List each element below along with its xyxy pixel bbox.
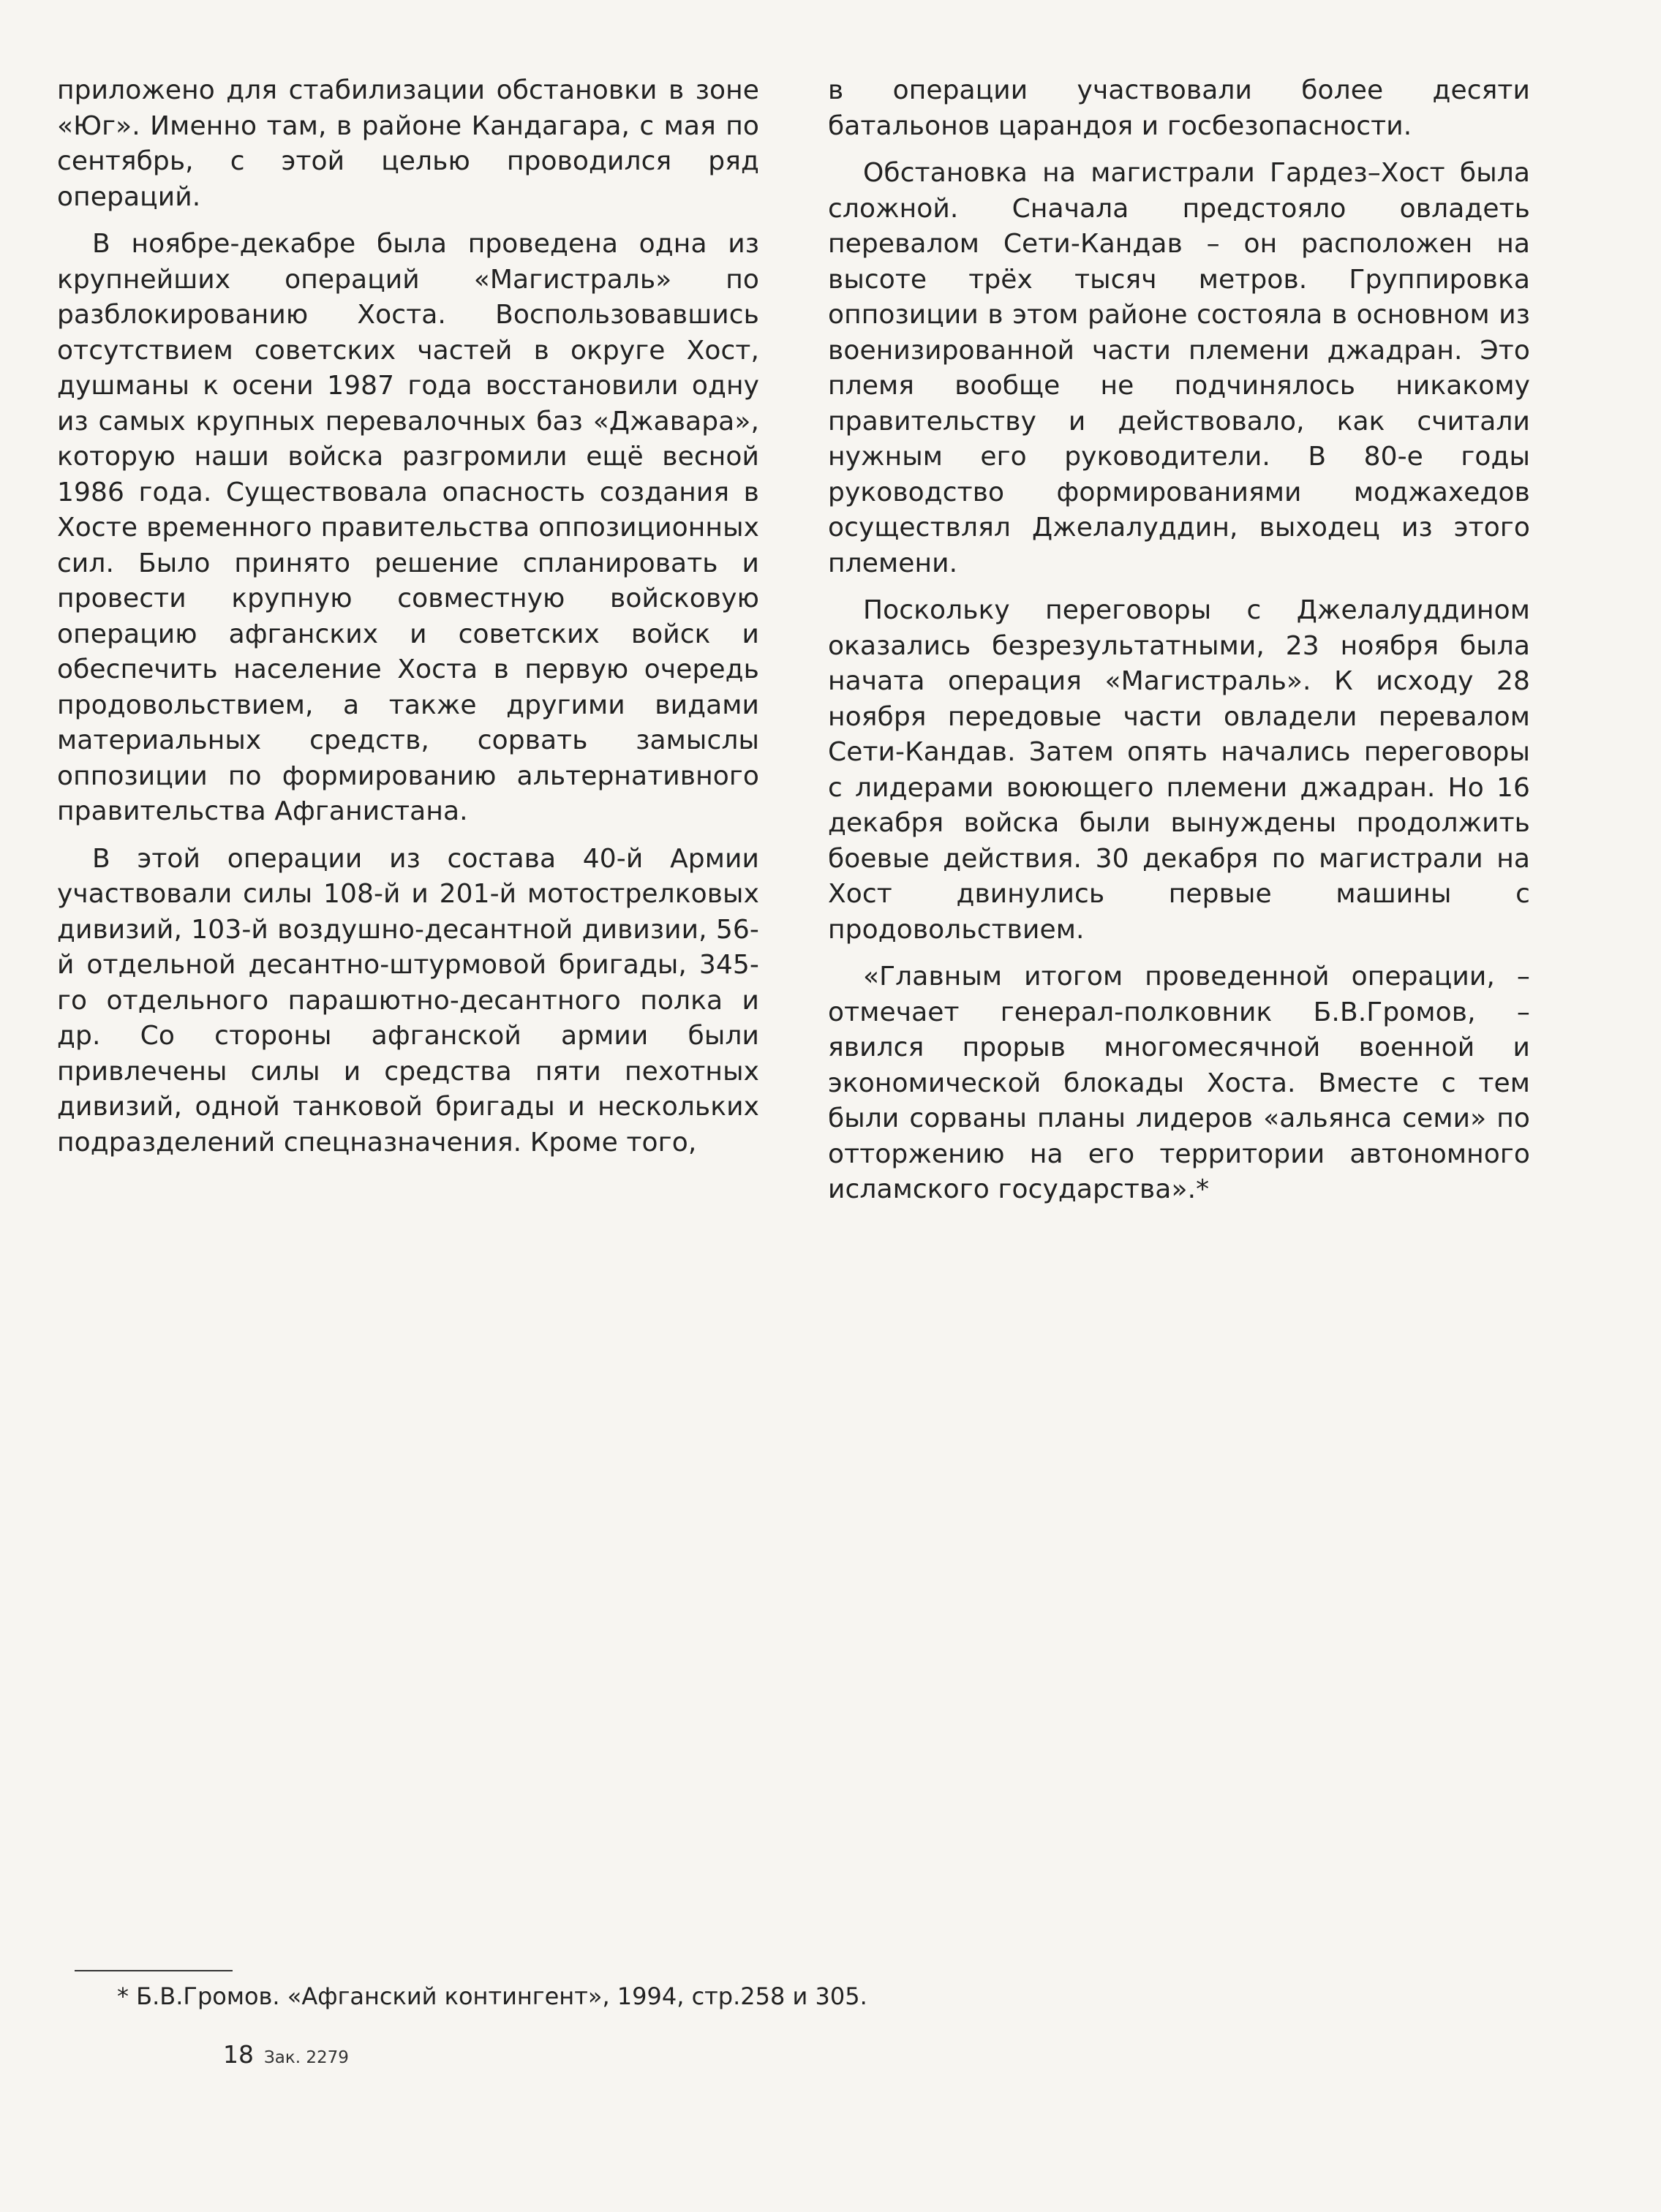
paragraph: В этой операции из состава 40-й Армии участвовали силы 108-й и 201-й мотострелковых дивизий, 103-й воздушно-десантной дивизии, 56-й отдельной десантно-штурмовой бригады, 345-го отдельного парашютно-десантного полка и др. Со стороны афганской армии были привлечены силы и средства пяти пехотных дивизий, одной танковой бригады и нескольких подразделений спецназначения. Кроме того, xyxy=(57,843,759,1158)
page-footer xyxy=(223,2040,349,2069)
paragraph: «Главным итогом проведенной операции, – отмечает генерал-полковник Б.В.Громов, – явился прорыв многомесячной военной и экономической блокады Хоста. Вместе с тем были сорваны планы лидеров «альянса семи» по отторжению на его территории автономного исламского государства».* xyxy=(828,962,1530,1204)
footnote-divider xyxy=(75,1970,233,1971)
print-order-number: Зак. 2279 xyxy=(264,2048,349,2067)
footnote: * Б.В.Громов. «Афганский контингент», 1994, стр.258 и 305. xyxy=(117,1982,867,2010)
right-column xyxy=(828,73,1530,1220)
paragraph: в операции участвовали более десяти батальонов царандоя и госбезопасности. xyxy=(828,75,1530,141)
paragraph: В ноябре-декабре была проведена одна из крупнейших операций «Магистраль» по разблокированию Хоста. Воспользовавшись отсутствием советских частей в округе Хост, душманы к осени 1987 года восстановили одну из самых крупных перевалочных баз «Джавара», которую наши войска разгромили ещё весной 1986 года. Существовала опасность создания в Хосте временного правительства оппозиционных сил. Было принято решение спланировать и провести крупную совместную войсковую операцию афганских и советских войск и обеспечить население Хоста в первую очередь продовольствием, а также другими видами материальных средств, сорвать замыслы оппозиции по формированию альтернативного правительства Афганистана. xyxy=(57,229,759,826)
paragraph: приложено для стабилизации обстановки в зоне «Юг». Именно там, в районе Кандагара, с мая по сентябрь, с этой целью проводился ряд операций. xyxy=(57,75,759,212)
paragraph: Обстановка на магистрали Гардез–Хост была сложной. Сначала предстояло овладеть перевалом Сети-Кандав – он расположен на высоте трёх тысяч метров. Группировка оппозиции в этом районе состояла в основном из военизированной части племени джадран. Это племя вообще не подчинялось никакому правительству и действовало, как считали нужным его руководители. В 80-е годы руководство формированиями моджахедов осуществлял Джелалуддин, выходец из этого племени. xyxy=(828,158,1530,578)
left-column xyxy=(57,73,759,1172)
paragraph: Поскольку переговоры с Джелалуддином оказались безрезультатными, 23 ноября была начата операция «Магистраль». К исходу 28 ноября передовые части овладели перевалом Сети-Кандав. Затем опять начались переговоры с лидерами воюющего племени джадран. Но 16 декабря войска были вынуждены продолжить боевые действия. 30 декабря по магистрали на Хост двинулись первые машины с продовольствием. xyxy=(828,595,1530,945)
page-number: 18 xyxy=(223,2040,254,2069)
